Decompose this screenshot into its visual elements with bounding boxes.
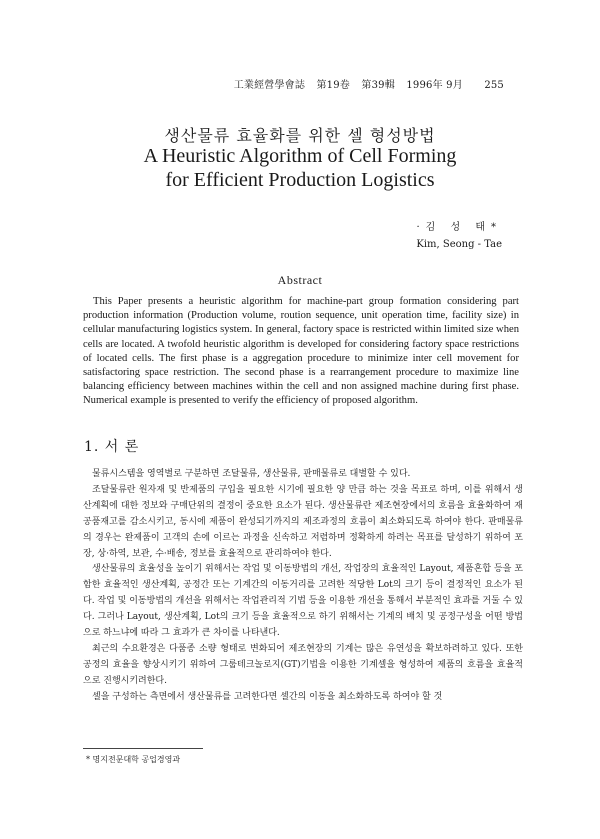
paragraph: 조달물류란 원자재 및 반제품의 구입을 필요한 시기에 필요한 양 만큼 하는 것을 목표로 하며, 이를 위해서 생산계획에 대한 정보와 구매단위의 결정이 중요한 요소가 된다. 생산물류란 제조현장에서의 흐름을 효율화하여 재공품재고를 감소시키고, 동시에 제품이 완성되기까지의 제조과정의 흐름이 최소화되도록 하여야 한다. 판매물류의 경우는 완제품이 고객의 손에 이르는 과정을 신속하고 저렴하며 정확하게 하려는 목표를 달성하기 위하여 포장, 상·하역, 보관, 수·배송, 정보를 효율적으로 관리하여야 한다. <box>83 484 523 559</box>
paragraph: 셀을 구성하는 측면에서 생산물류를 고려한다면 셀간의 이동을 최소화하도록 하여야 할 것 <box>92 691 443 702</box>
footnote: * 명지전문대학 공업경영과 <box>86 755 181 764</box>
issue: 第39輯 <box>361 80 395 91</box>
title-english-line1: A Heuristic Algorithm of Cell Forming <box>143 145 457 167</box>
volume: 第19卷 <box>316 80 351 91</box>
abstract-text: This Paper presents a heuristic algorithm for machine-part group formation considering part production information (Production volume, roution sequence, unit operation time, facility size) in cellular manufacturing logistics system. In general, factory space is restricted within limited size when cells are located. A twofold heuristic algorithm is developed for considering factory space restrictions of located cells. The first phase is a aggregation procedure to minimize inter cell movement for satisfactoring space restriction. The second phase is a rearrangement procedure to maximize line balancing efficiency between machines within the cell and non assigned machine during first phase. Numerical example is presented to verify the efficiency of proposed algorithm. <box>83 296 519 407</box>
author-name-korean: ·김 성 태* <box>416 222 502 233</box>
journal-name: 工業經營學會誌 <box>233 80 306 91</box>
footnote-divider <box>83 748 203 749</box>
running-header <box>226 76 504 91</box>
date: 1996年 9月 <box>406 80 463 91</box>
author-name-english: Kim, Seong - Tae <box>416 239 502 250</box>
page-number: 255 <box>484 80 504 91</box>
title-english-line2: for Efficient Production Logistics <box>165 169 435 191</box>
paragraph: 최근의 수요환경은 다품종 소량 형태로 변화되어 제조현장의 기계는 많은 유연성을 확보하려하고 있다. 또한 공정의 효율을 향상시키기 위하여 그룹테크놀로지(GT)기법을 이용한 기계셀을 형성하여 제품의 흐름을 효율적으로 진행시키려한다. <box>83 643 523 686</box>
author-block <box>416 219 502 253</box>
paragraph: 생산물류의 효율성을 높이기 위해서는 작업 및 이동방법의 개선, 작업장의 효율적인 Layout, 제품혼합 등을 포함한 효율적인 생산계획, 공정간 또는 기계간의 이동거리를 고려한 적당한 Lot의 크기 등이 결정적인 요소가 된다. 작업 및 이동방법의 개선을 위해서는 작업관리적 기법 등을 이용한 개선을 통해서 부분적인 효과를 거둘 수 있다. 그러나 Layout, 생산계획, Lot의 크기 등을 효율적으로 하기 위해서는 기계의 배치 및 공정구성을 어떤 방법으로 하느냐에 따라 그 효과가 큰 차이를 나타낸다. <box>83 564 523 639</box>
title-korean: 생산물류 효율화를 위한 셀 형성방법 <box>164 126 436 145</box>
paragraph: 물류시스템을 영역별로 구분하면 조달물류, 생산물류, 판매물류로 대별할 수 있다. <box>92 469 411 479</box>
abstract-heading: Abstract <box>277 273 323 287</box>
section-heading: 1. 서 론 <box>84 439 140 455</box>
introduction-body <box>83 467 523 706</box>
title-english <box>0 144 600 192</box>
